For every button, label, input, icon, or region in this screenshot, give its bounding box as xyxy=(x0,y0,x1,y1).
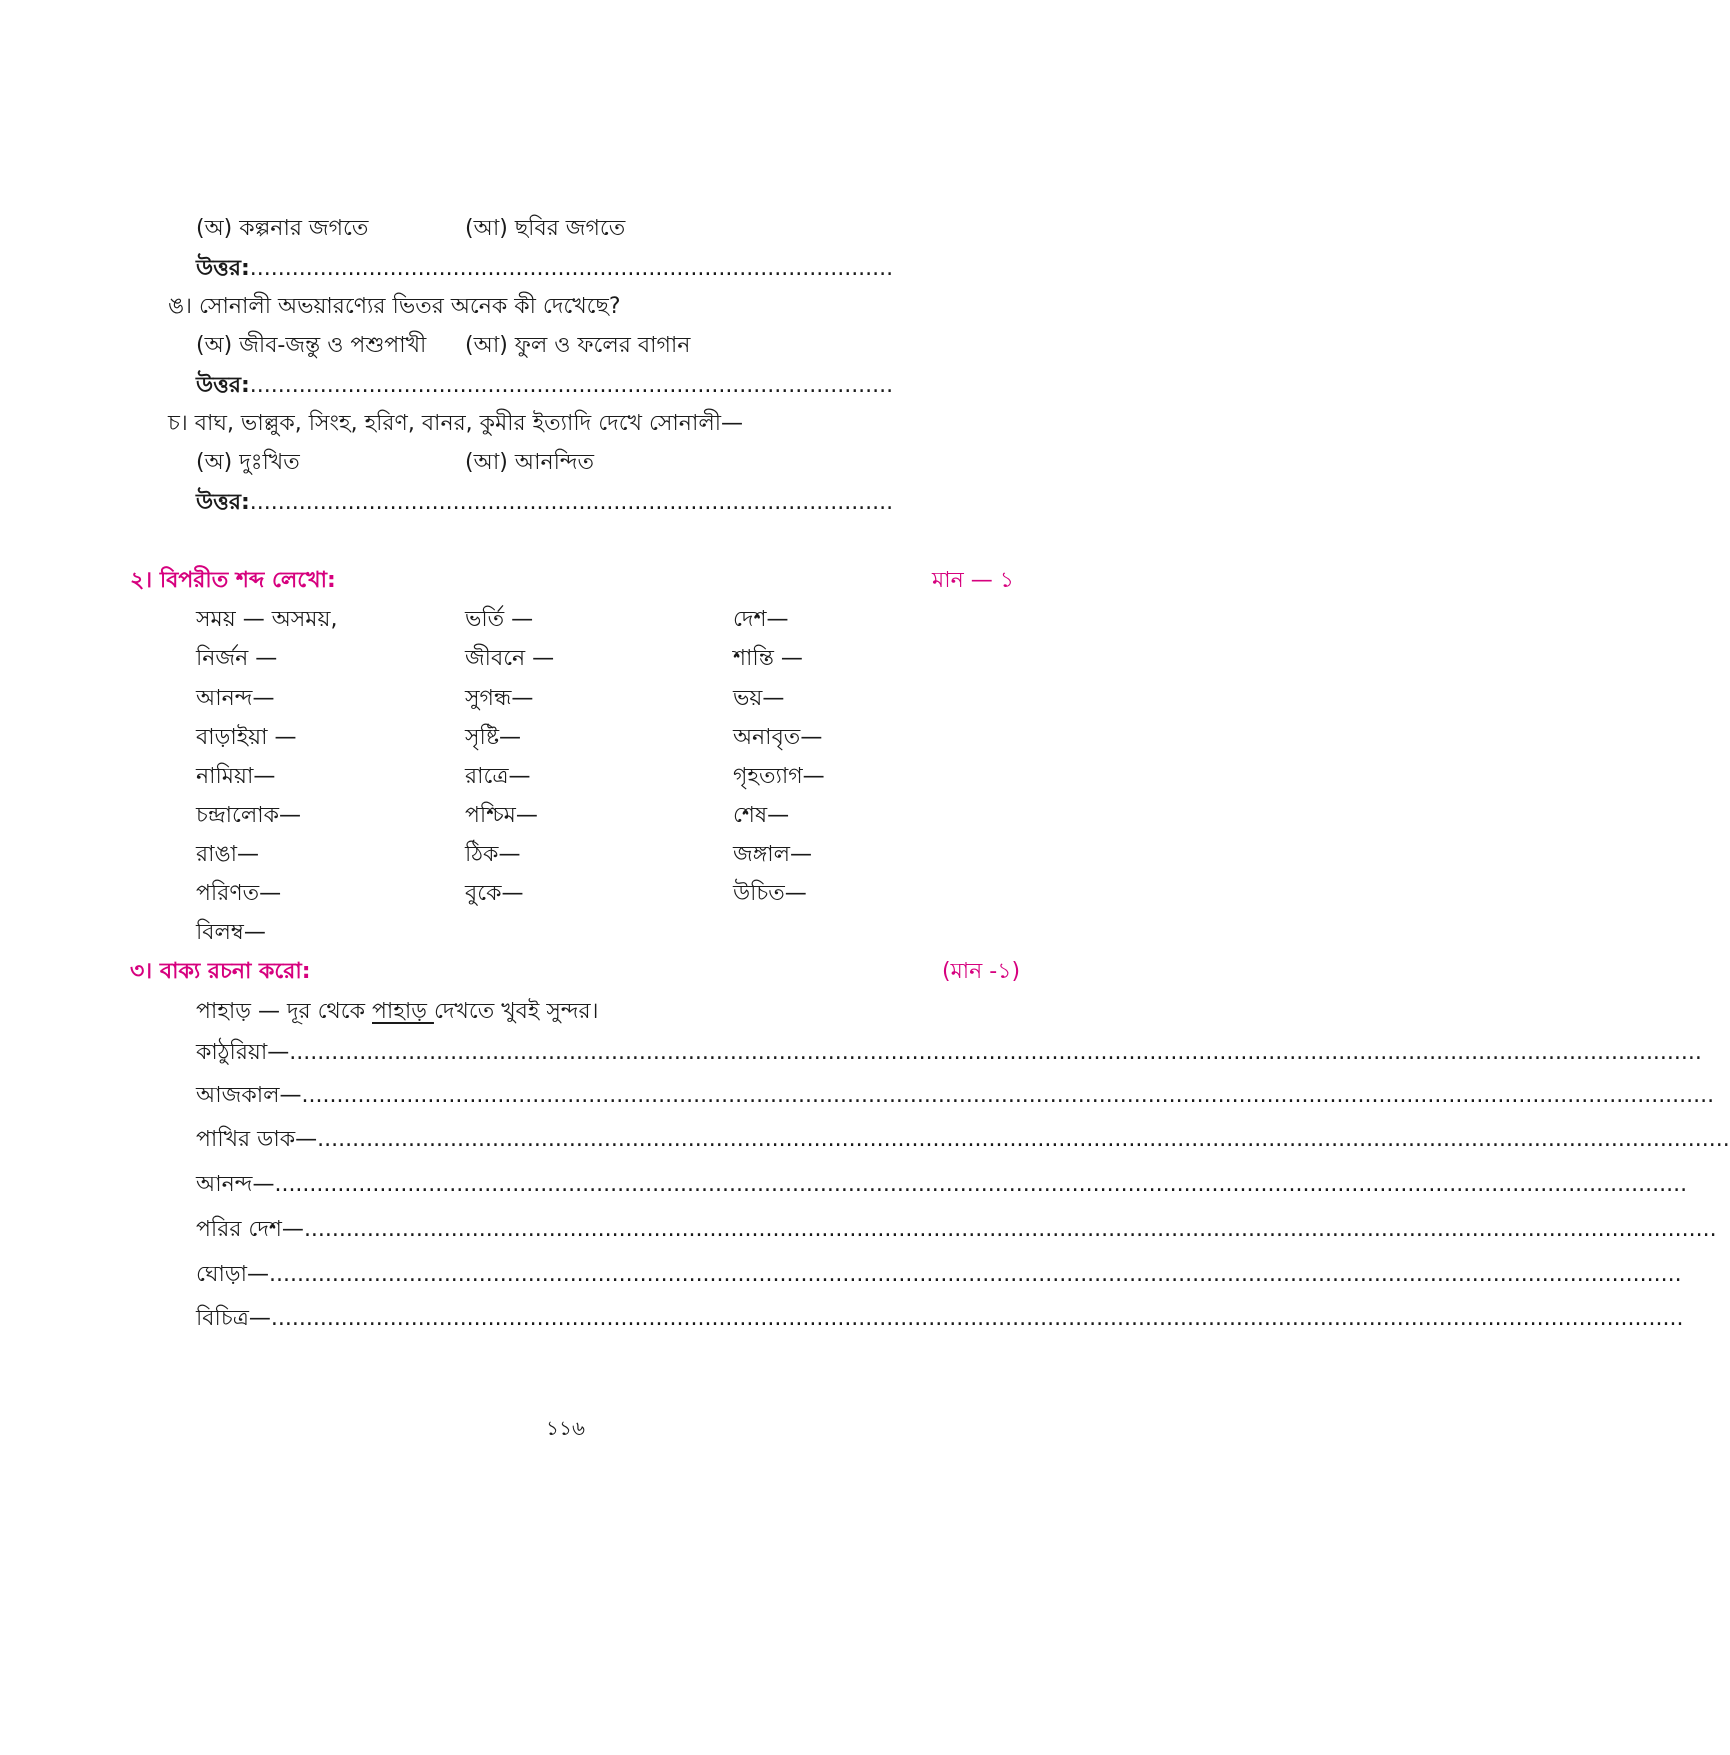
antonym-item: গৃহত্যাগ— xyxy=(733,764,825,789)
antonym-item: ভর্তি — xyxy=(465,607,534,632)
fill-dots: .......................................................................................................................................................................................................... xyxy=(274,1172,1688,1197)
answer-label: উত্তর: xyxy=(196,490,250,515)
sentence-word: পাখির ডাক— xyxy=(196,1127,318,1152)
sentence-word: আজকাল— xyxy=(196,1083,302,1108)
q7-option-a: (অ) দুঃখিত xyxy=(196,450,300,475)
sentence-line xyxy=(196,1125,1730,1155)
antonym-item: নামিয়া— xyxy=(196,764,276,789)
q7-answer-line xyxy=(196,488,894,518)
section2-title: ২। বিপরীত শব্দ লেখো: xyxy=(130,568,336,593)
antonym-item: চন্দ্রালোক— xyxy=(196,803,302,828)
q5-answer-line xyxy=(196,254,894,284)
q6-option-a: (অ) জীব-জন্তু ও পশুপাখী xyxy=(196,333,427,358)
sentence-example xyxy=(196,997,599,1027)
fill-dots: .......................................................................................................................................................................................................... xyxy=(301,1083,1715,1108)
fill-dots: .......................................................................................................................................................................................................... xyxy=(317,1127,1730,1152)
antonym-item: রাঙা— xyxy=(196,842,259,867)
sentence-line xyxy=(196,1170,1688,1200)
sentence-line xyxy=(196,1038,1702,1068)
antonym-item: আনন্দ— xyxy=(196,686,275,711)
answer-dots: ............................................................................................ xyxy=(249,256,894,281)
fill-dots: .......................................................................................................................................................................................................... xyxy=(289,1040,1702,1065)
example-prefix: পাহাড় — দূর থেকে xyxy=(196,999,372,1024)
antonym-item: শান্তি — xyxy=(733,646,803,671)
sentence-word: আনন্দ— xyxy=(196,1172,275,1197)
antonym-item: সুগন্ধ— xyxy=(465,686,534,711)
fill-dots: .......................................................................................................................................................................................................... xyxy=(270,1306,1684,1331)
q5-option-b: (আ) ছবির জগতে xyxy=(465,216,626,241)
sentence-word: ঘোড়া— xyxy=(196,1262,269,1287)
sentence-line xyxy=(196,1081,1715,1111)
answer-label: উত্তর: xyxy=(196,256,250,281)
antonym-item: জীবনে — xyxy=(465,646,555,671)
antonym-item: রাত্রে— xyxy=(465,764,531,789)
answer-label: উত্তর: xyxy=(196,373,250,398)
q6-option-b: (আ) ফুল ও ফলের বাগান xyxy=(465,333,691,358)
antonym-item: জঙ্গাল— xyxy=(733,842,813,867)
answer-dots: ............................................................................................ xyxy=(249,490,894,515)
example-underlined-word: পাহাড় xyxy=(372,999,434,1024)
sentence-word: কাঠুরিয়া— xyxy=(196,1040,290,1065)
q7-option-b: (আ) আনন্দিত xyxy=(465,450,595,475)
q6-answer-line xyxy=(196,371,894,401)
section3-title: ৩। বাক্য রচনা করো: xyxy=(130,959,311,984)
antonym-item: সময় — অসময়, xyxy=(196,607,338,632)
sentence-line xyxy=(196,1260,1682,1290)
antonym-item: ঠিক— xyxy=(465,842,521,867)
antonym-item: পরিণত— xyxy=(196,881,282,906)
antonym-item: উচিত— xyxy=(733,881,807,906)
antonym-item: পশ্চিম— xyxy=(465,803,538,828)
antonym-item: শেষ— xyxy=(733,803,790,828)
sentence-line xyxy=(196,1304,1684,1334)
fill-dots: .......................................................................................................................................................................................................... xyxy=(268,1262,1682,1287)
q7-question: চ। বাঘ, ভাল্লুক, সিংহ, হরিণ, বানর, কুমীর ইত্যাদি দেখে সোনালী— xyxy=(168,411,744,436)
antonym-item: বাড়াইয়া — xyxy=(196,725,297,750)
fill-dots: .......................................................................................................................................................................................................... xyxy=(303,1217,1717,1242)
section2-marks: মান — ১ xyxy=(932,568,1014,593)
page-number: ১১৬ xyxy=(546,1416,585,1440)
antonym-item: দেশ— xyxy=(733,607,789,632)
sentence-word: বিচিত্র— xyxy=(196,1306,271,1331)
antonym-item: বিলম্ব— xyxy=(196,920,266,945)
q6-question: ঙ। সোনালী অভয়ারণ্যের ভিতর অনেক কী দেখেছে? xyxy=(168,294,621,319)
section3-marks: (মান -১) xyxy=(942,959,1021,984)
sentence-word: পরির দেশ— xyxy=(196,1217,304,1242)
antonym-item: বুকে— xyxy=(465,881,524,906)
answer-dots: ............................................................................................ xyxy=(249,373,894,398)
example-suffix: দেখতে খুবই সুন্দর। xyxy=(433,999,599,1024)
antonym-item: ভয়— xyxy=(733,686,785,711)
antonym-item: অনাবৃত— xyxy=(733,725,823,750)
antonym-item: নির্জন — xyxy=(196,646,278,671)
antonym-item: সৃষ্টি— xyxy=(465,725,522,750)
sentence-line xyxy=(196,1215,1717,1245)
q5-option-a: (অ) কল্পনার জগতে xyxy=(196,216,369,241)
